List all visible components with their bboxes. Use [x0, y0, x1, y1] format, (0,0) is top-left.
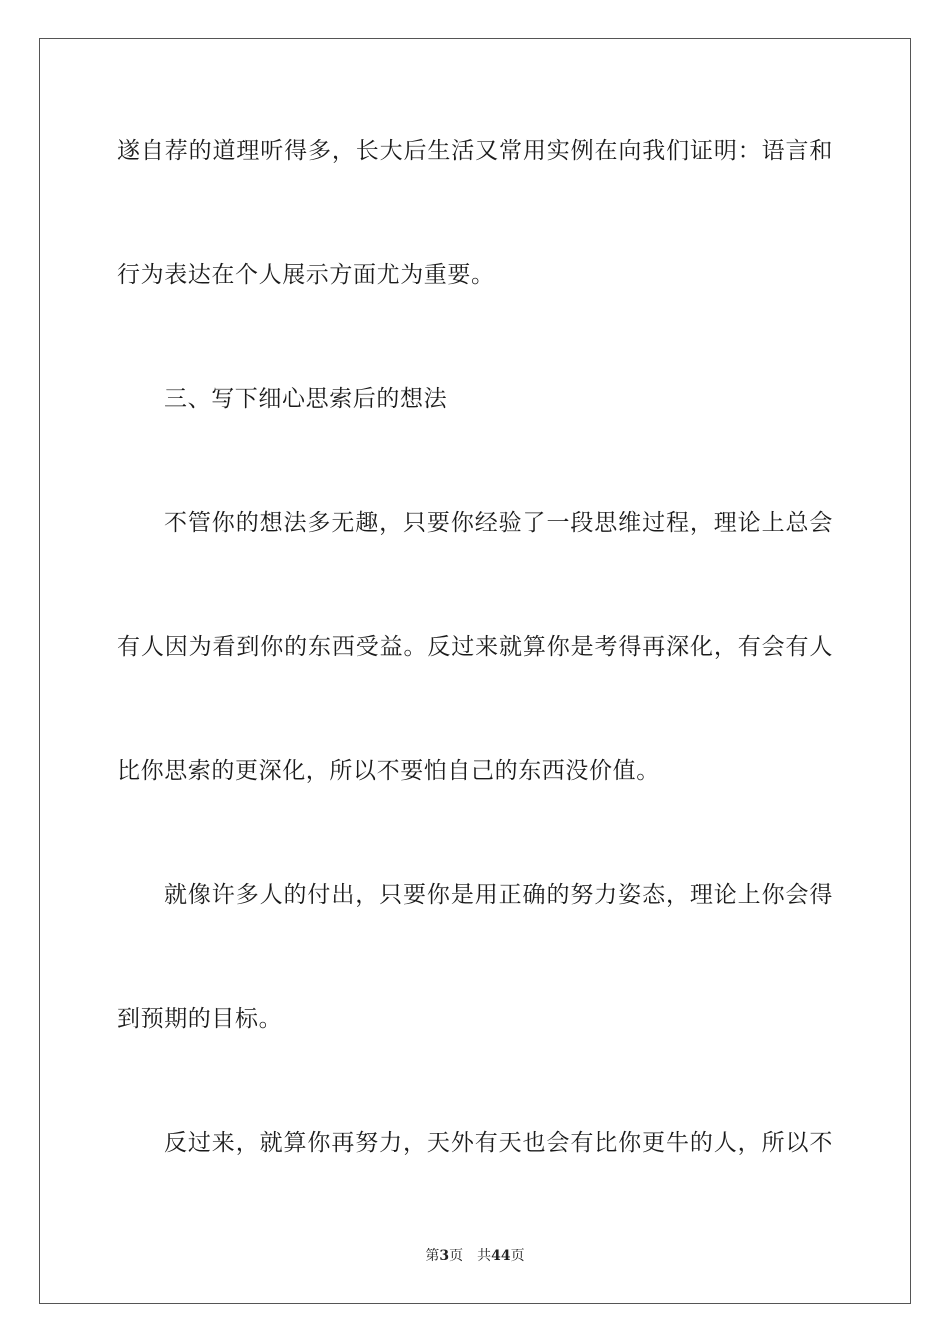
page-footer: [0, 1246, 950, 1266]
page-total: 44: [491, 1248, 511, 1264]
paragraph-line: 反过来，就算你再努力，天外有天也会有比你更牛的人，所以不: [164, 1130, 833, 1156]
paragraph-line: 不管你的想法多无趣，只要你经验了一段思维过程，理论上总会: [164, 510, 833, 536]
paragraph-line: 有人因为看到你的东西受益。反过来就算你是考得再深化，有会有人: [117, 634, 833, 660]
paragraph-line: 行为表达在个人展示方面尤为重要。: [117, 262, 495, 288]
total-prefix: 共: [477, 1248, 492, 1264]
paragraph-line: 比你思索的更深化，所以不要怕自己的东西没价值。: [117, 758, 660, 784]
page-prefix: 第: [425, 1248, 440, 1264]
section-heading: 三、写下细心思索后的想法: [164, 386, 448, 412]
total-suffix: 页: [510, 1248, 525, 1264]
page-border: [39, 38, 911, 1304]
paragraph-line: 遂自荐的道理听得多，长大后生活又常用实例在向我们证明：语言和: [117, 138, 833, 164]
paragraph-line: 到预期的目标。: [117, 1006, 283, 1032]
paragraph-line: 就像许多人的付出，只要你是用正确的努力姿态，理论上你会得: [164, 882, 833, 908]
page-current: 3: [439, 1248, 450, 1264]
page-suffix: 页: [449, 1248, 464, 1264]
